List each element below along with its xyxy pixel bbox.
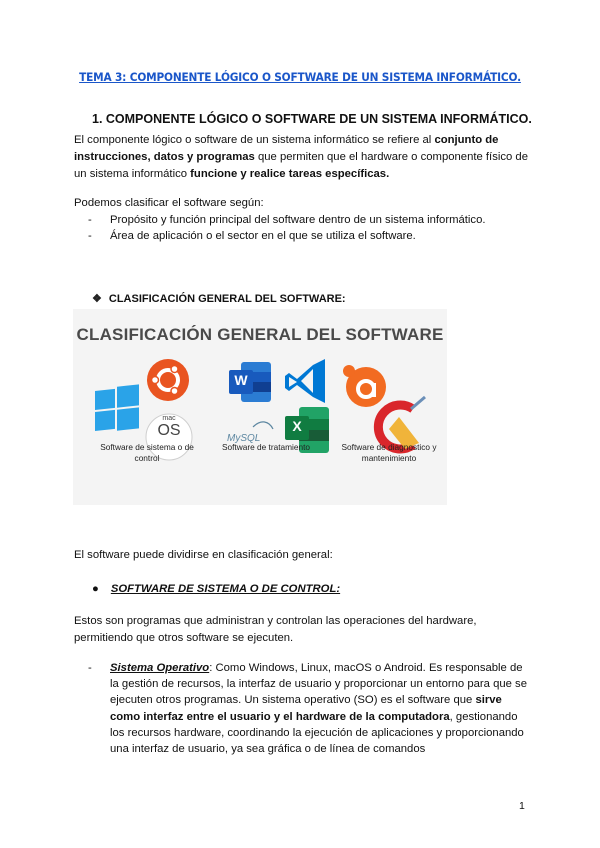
software-classification-infographic xyxy=(73,309,447,505)
macos-label: OS xyxy=(157,422,181,439)
so-list xyxy=(74,660,534,757)
macos-label-top: mac xyxy=(162,415,176,422)
word-letter: W xyxy=(234,372,248,388)
classify-list xyxy=(74,212,534,244)
windows-icon xyxy=(95,384,139,433)
list-item: - Área de aplicación o el sector en el que se utiliza el software. xyxy=(88,230,416,242)
list-item: - Sistema Operativo: Como Windows, Linux, macOS o Android. Es responsable de la gestión de recursos, la interfaz de usuario y proporcionar un entorno para que se ejecuten otros programas. Un sistema operativo (SO) es el software que sirve como interfaz entre el usuario y el hardware de la computadora, gestionando los recursos hardware, coordinando la ejecución de aplicaciones y proporcionando una interfaz de usuario, ya sea gráfica o de línea de comandos xyxy=(88,662,527,756)
bullet-dot-icon: ● xyxy=(92,583,99,595)
avast-icon xyxy=(343,365,386,407)
excel-letter: X xyxy=(292,418,302,434)
caption-treatment-software: Software de tratamiento xyxy=(221,442,311,452)
so-label: Sistema Operativo xyxy=(110,662,210,674)
classification-heading: ❖ CLASIFICACIÓN GENERAL DEL SOFTWARE: xyxy=(92,293,346,305)
general-intro: El software puede dividirse en clasificación general: xyxy=(74,549,333,561)
vscode-icon xyxy=(285,359,325,403)
infographic-title: CLASIFICACIÓN GENERAL DEL SOFTWARE xyxy=(76,325,444,344)
list-item: - Propósito y función principal del software dentro de un sistema informático. xyxy=(88,214,486,226)
control-description: Estos son programas que administran y controlan las operaciones del hardware, permitiendo que otros software se ejecuten. xyxy=(74,615,477,644)
mysql-dolphin-icon xyxy=(253,422,273,429)
diamond-bullet-icon: ❖ xyxy=(92,293,102,305)
intro-paragraph: El componente lógico o software de un sistema informático se refiere al conjunto de instrucciones, datos y programas que permiten que el hardware o componente físico de un sistema informático funcione y realice tareas específicas. xyxy=(74,134,528,180)
caption-diagnostic-software: Software de diagnostico y mantenimiento xyxy=(341,442,437,463)
classify-intro: Podemos clasificar el software según: xyxy=(74,197,264,209)
section-heading-1: 1. COMPONENTE LÓGICO O SOFTWARE DE UN SISTEMA INFORMÁTICO. xyxy=(92,112,532,126)
page-number: 1 xyxy=(519,800,525,812)
mysql-label: MySQL xyxy=(227,433,261,444)
document-title: TEMA 3: COMPONENTE LÓGICO O SOFTWARE DE UN SISTEMA INFORMÁTICO. xyxy=(79,70,521,84)
infographic-icons xyxy=(73,309,447,505)
caption-system-software: Software de sistema o de control xyxy=(100,442,194,463)
bullet-system-software: ● SOFTWARE DE SISTEMA O DE CONTROL: xyxy=(92,583,341,595)
ubuntu-icon xyxy=(147,359,189,401)
